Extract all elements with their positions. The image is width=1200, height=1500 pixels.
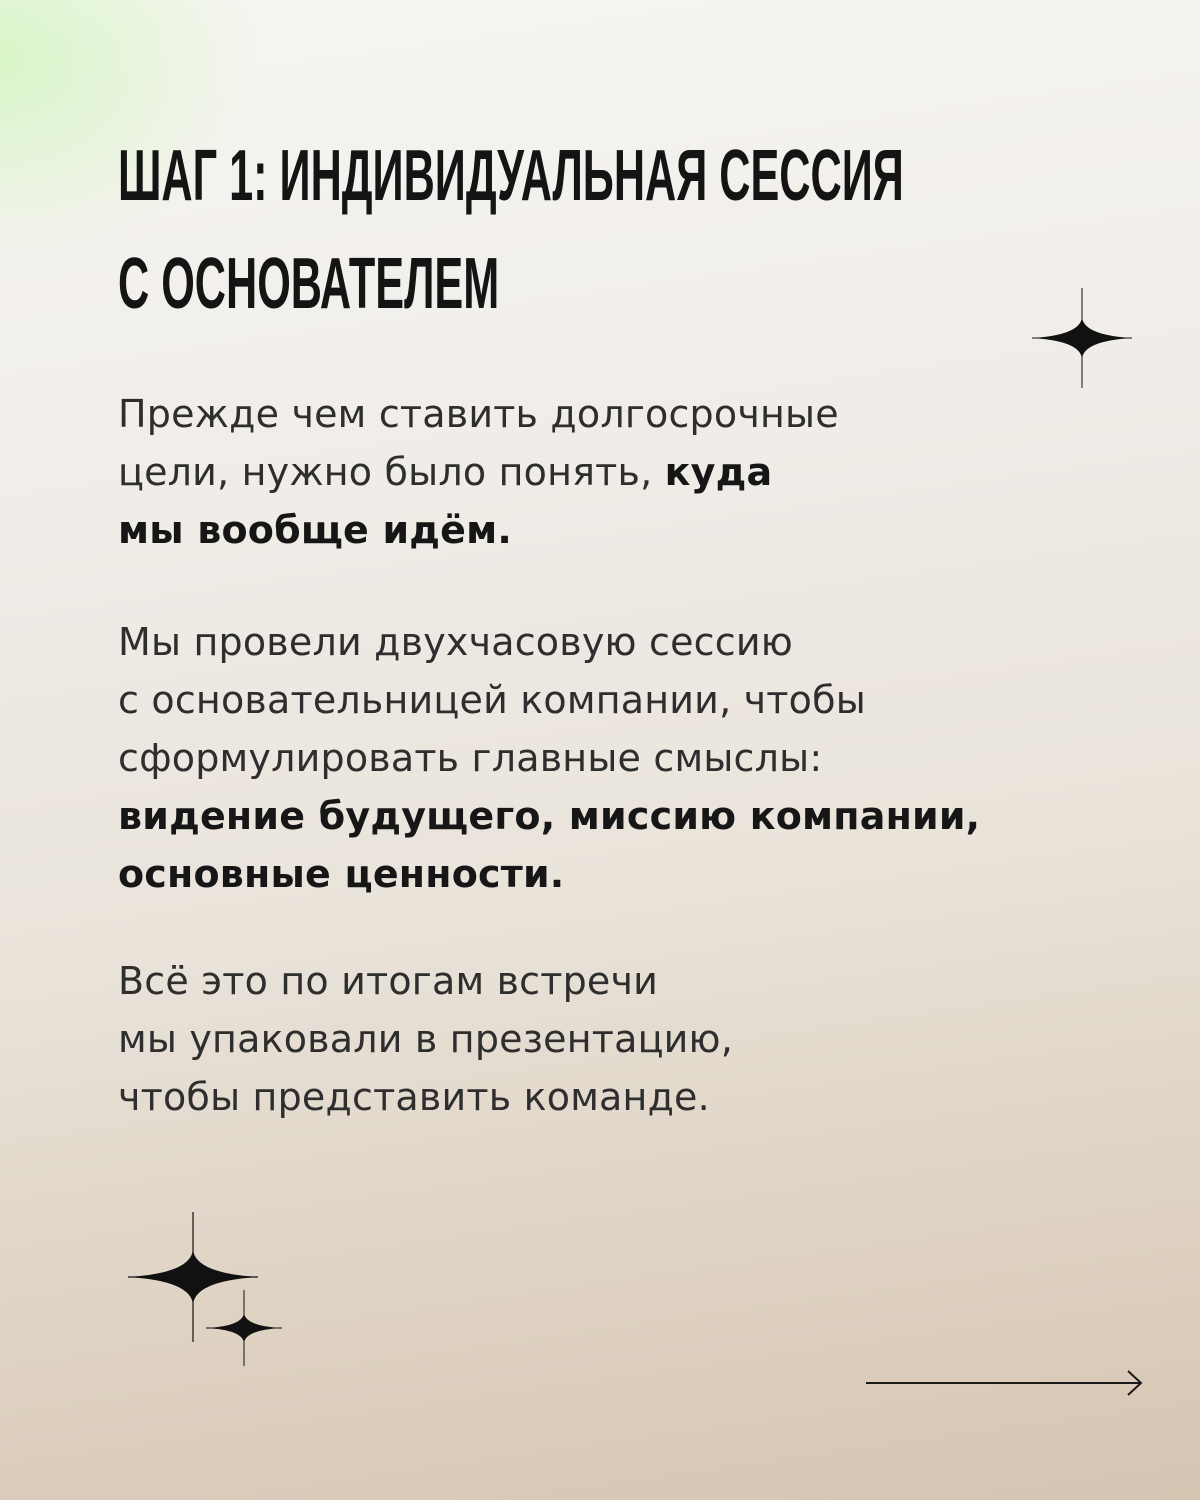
intro-line-3-highlight: мы вообще идём. [118, 508, 513, 552]
intro-line-2-text: цели, нужно было понять, [118, 450, 665, 494]
result-paragraph [118, 952, 1078, 1126]
intro-line-2 [118, 443, 1078, 501]
intro-line-1: Прежде чем ставить долгосрочные [118, 392, 839, 436]
sparkle-icon [206, 1290, 282, 1366]
result-line-2: мы упаковали в презентацию, [118, 1017, 734, 1061]
result-line-1: Всё это по итогам встречи [118, 959, 659, 1003]
sparkle-icon [1032, 288, 1132, 388]
arrow-right-icon[interactable] [866, 1368, 1144, 1398]
page-title [118, 122, 904, 338]
session-paragraph [118, 613, 1078, 903]
session-line-2: с основательницей компании, чтобы [118, 678, 866, 722]
session-line-3: сформулировать главные смыслы: [118, 736, 823, 780]
intro-highlight: куда [664, 450, 773, 494]
title-line-2: С ОСНОВАТЕЛЕМ [118, 244, 500, 324]
session-line-5-highlight: основные ценности. [118, 852, 565, 896]
intro-paragraph [118, 385, 1078, 559]
session-line-4-highlight: видение будущего, миссию компании, [118, 794, 981, 838]
title-line-1: ШАГ 1: ИНДИВИДУАЛЬНАЯ СЕССИЯ [118, 136, 904, 216]
result-line-3: чтобы представить команде. [118, 1075, 710, 1119]
session-line-1: Мы провели двухчасовую сессию [118, 620, 793, 664]
